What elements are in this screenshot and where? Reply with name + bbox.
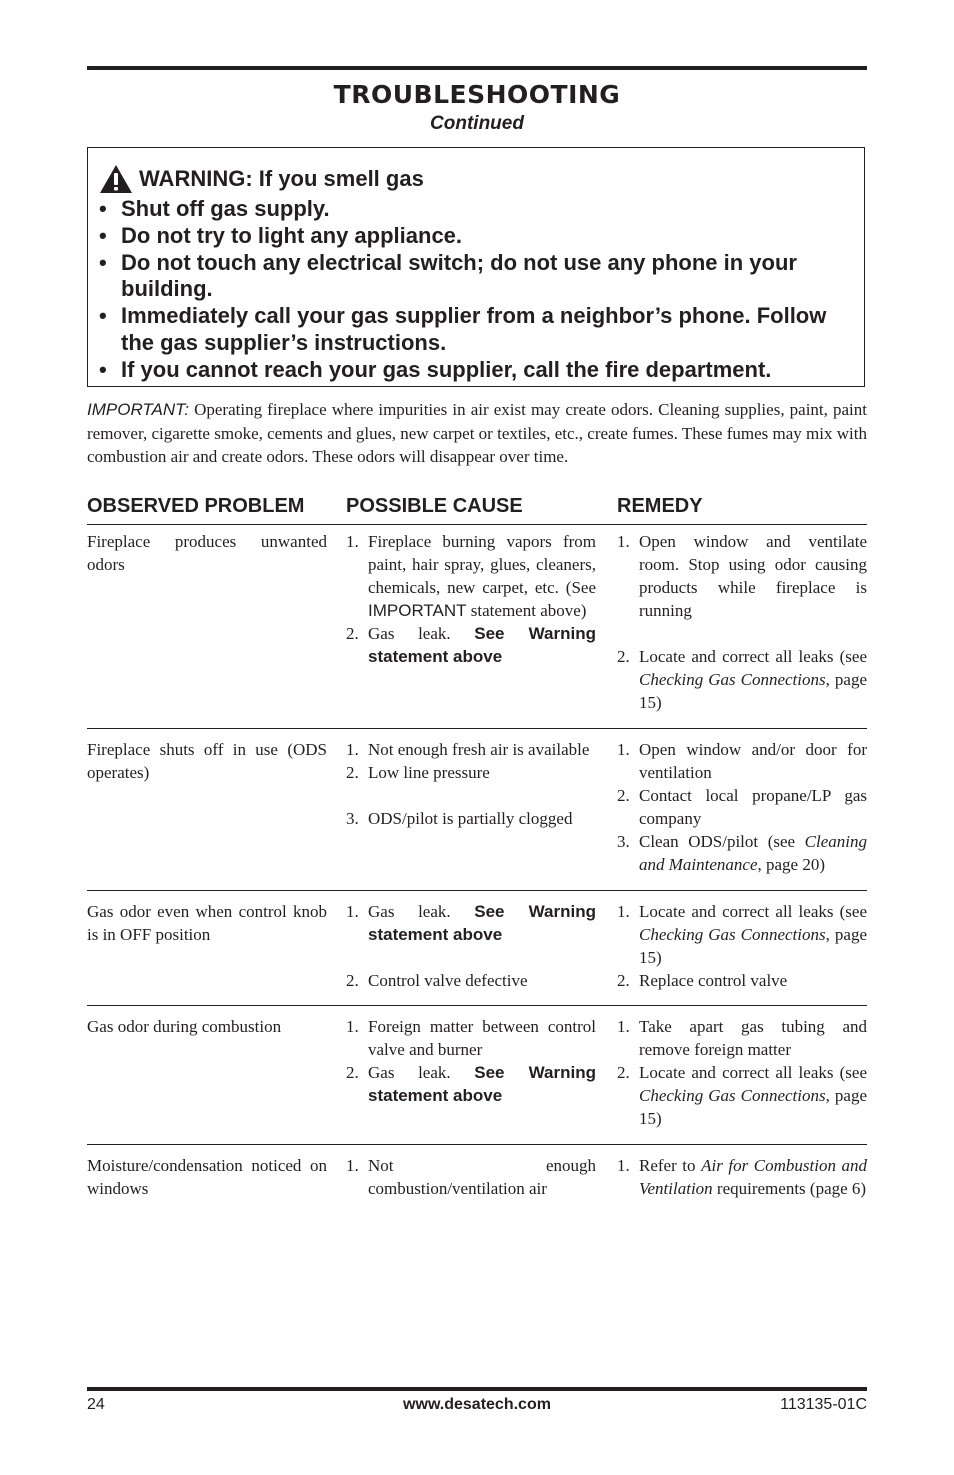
list-item: 2. Locate and correct all leaks (see Checking Gas Connections, page 15) <box>617 1063 867 1128</box>
warning-heading <box>99 164 424 194</box>
list-item: 1. Open window and ventilate room. Stop using odor causing products while fireplace is running <box>617 532 867 620</box>
table-row-5-remedies <box>617 1154 867 1200</box>
table-row-2-causes <box>346 738 596 830</box>
column-header-problem: OBSERVED PROBLEM <box>87 495 305 517</box>
warning-item: • Do not touch any electrical switch; do not use any phone in your building. <box>99 249 797 302</box>
list-item: 2. Control valve defective <box>346 971 528 990</box>
row-divider <box>87 1144 867 1145</box>
list-item: 2. Replace control valve <box>617 971 788 990</box>
table-row-1-remedies <box>617 530 867 714</box>
column-header-remedy: REMEDY <box>617 495 703 517</box>
table-row-5-problem: Moisture/condensation noticed on windows <box>87 1156 327 1198</box>
list-item: 2. Contact local propane/LP gas company <box>617 786 867 828</box>
warning-item: • Shut off gas supply. <box>99 196 330 221</box>
page-title: TROUBLESHOOTING <box>333 80 621 109</box>
list-item: 1. Open window and/or door for ventilation <box>617 740 867 782</box>
row-divider <box>87 1005 867 1006</box>
warning-triangle-icon <box>99 164 133 194</box>
website-link[interactable]: www.desatech.com <box>403 1396 551 1413</box>
bottom-rule <box>87 1387 867 1391</box>
table-row-4-causes <box>346 1015 596 1107</box>
column-header-cause: POSSIBLE CAUSE <box>346 495 523 517</box>
table-row-1-causes <box>346 530 596 668</box>
list-item: 3. Clean ODS/pilot (see Cleaning and Maintenance, page 20) <box>617 832 867 874</box>
page-subtitle: Continued <box>430 113 524 134</box>
table-row-2-problem: Fireplace shuts off in use (ODS operates) <box>87 740 327 782</box>
list-item: 2. Low line pressure <box>346 763 490 782</box>
important-text: Operating fireplace where impurities in air exist may create odors. Cleaning supplies, paint, paint remover, cigarette smoke, cements and glues, new carpet or textiles, etc., create fumes. These fumes may mix with combustion air and create odors. These odors will disappear over time. <box>87 400 867 466</box>
page-number: 24 <box>87 1396 105 1413</box>
warning-item: • Do not try to light any appliance. <box>99 222 463 248</box>
list-item: 2. Locate and correct all leaks (see Checking Gas Connections, page 15) <box>617 647 867 712</box>
list-item: 1. Not enough combustion/ventilation air <box>346 1156 596 1198</box>
table-header-rule <box>87 524 867 525</box>
list-item: 2. Gas leak. See Warning statement above <box>346 1063 596 1105</box>
list-item: 1. Gas leak. See Warning statement above <box>346 902 596 944</box>
table-row-3-causes <box>346 900 596 992</box>
list-item: 1. Foreign matter between control valve and burner <box>346 1017 596 1059</box>
important-label: IMPORTANT: <box>87 400 189 419</box>
list-item: 1. Fireplace burning vapors from paint, hair spray, glues, cleaners, chemicals, new carpet, etc. (See IMPORTANT statement above) <box>346 532 596 620</box>
warning-item: • Immediately call your gas supplier from a neighbor’s phone. Follow the gas supplier’s instructions. <box>99 303 827 355</box>
document-code: 113135-01C <box>780 1396 867 1413</box>
row-divider <box>87 890 867 891</box>
warning-box <box>87 147 865 387</box>
table-row-3-remedies <box>617 900 867 992</box>
table-row-5-causes <box>346 1154 596 1200</box>
list-item: 2. Gas leak. See Warning statement above <box>346 624 596 666</box>
table-row-4-problem: Gas odor during combustion <box>87 1017 282 1036</box>
row-divider <box>87 728 867 729</box>
warning-item: • If you cannot reach your gas supplier, call the fire department. <box>99 356 772 382</box>
table-row-2-remedies <box>617 738 867 876</box>
important-note <box>87 398 867 469</box>
list-item: 1. Not enough fresh air is available <box>346 740 590 759</box>
warning-list <box>99 196 859 384</box>
warning-heading-text: WARNING: If you smell gas <box>139 166 424 191</box>
list-item: 1. Locate and correct all leaks (see Checking Gas Connections, page 15) <box>617 902 867 967</box>
top-rule <box>87 66 867 70</box>
table-row-3-problem: Gas odor even when control knob is in OFF position <box>87 902 327 944</box>
list-item: 3. ODS/pilot is partially clogged <box>346 809 573 828</box>
table-row-4-remedies <box>617 1015 867 1130</box>
table-row-1-problem: Fireplace produces unwanted odors <box>87 532 327 574</box>
list-item: 1. Take apart gas tubing and remove foreign matter <box>617 1017 867 1059</box>
list-item: 1. Refer to Air for Combustion and Ventilation requirements (page 6) <box>617 1156 867 1198</box>
